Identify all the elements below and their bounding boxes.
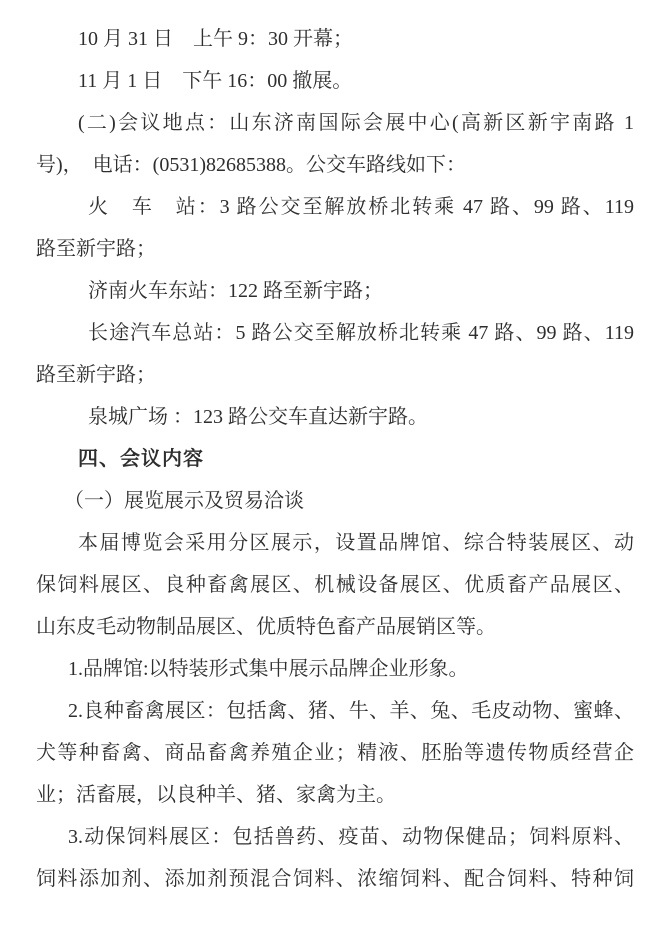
line-venue-1: (二)会议地点：山东济南国际会展中心(高新区新宇南路 1 <box>78 112 634 134</box>
line-item-3b: 饲料添加剂、添加剂预混合饲料、浓缩饲料、配合饲料、特种饲 <box>36 868 634 890</box>
line-railway-station-1: 火 车 站：3 路公交至解放桥北转乘 47 路、99 路、119 <box>88 196 634 218</box>
line-close-time: 11 月 1 日 下午 16：00 撤展。 <box>78 70 353 92</box>
line-railway-station-2: 路至新宇路； <box>36 238 156 260</box>
line-intro-3: 山东皮毛动物制品展区、优质特色畜产品展销区等。 <box>36 616 496 638</box>
line-item-2c: 业；活畜展，以良种羊、猪、家禽为主。 <box>36 784 396 806</box>
line-bus-terminal-2: 路至新宇路； <box>36 364 156 386</box>
line-item-3a: 3.动保饲料展区：包括兽药、疫苗、动物保健品；饲料原料、 <box>68 826 634 848</box>
line-intro-1: 本届博览会采用分区展示，设置品牌馆、综合特装展区、动 <box>78 532 634 554</box>
line-subsection-one: （一）展览展示及贸易洽谈 <box>64 490 304 512</box>
line-quancheng-square: 泉城广场 ：123 路公交车直达新宇路。 <box>88 406 428 428</box>
line-item-1: 1.品牌馆:以特装形式集中展示品牌企业形象。 <box>68 658 469 680</box>
line-bus-terminal-1: 长途汽车总站：5 路公交至解放桥北转乘 47 路、99 路、119 <box>88 322 634 344</box>
line-venue-2: 号)， 电话：(0531)82685388。公交车路线如下： <box>36 154 466 176</box>
line-intro-2: 保饲料展区、良种畜禽展区、机械设备展区、优质畜产品展区、 <box>36 574 634 596</box>
section-heading-four: 四、会议内容 <box>78 448 204 470</box>
line-item-2a: 2.良种畜禽展区：包括禽、猪、牛、羊、兔、毛皮动物、蜜蜂、 <box>68 700 634 722</box>
line-east-station: 济南火车东站：122 路至新宇路； <box>88 280 383 302</box>
line-item-2b: 犬等种畜禽、商品畜禽养殖企业；精液、胚胎等遗传物质经营企 <box>36 742 634 764</box>
line-open-time: 10 月 31 日 上午 9：30 开幕； <box>78 28 353 50</box>
